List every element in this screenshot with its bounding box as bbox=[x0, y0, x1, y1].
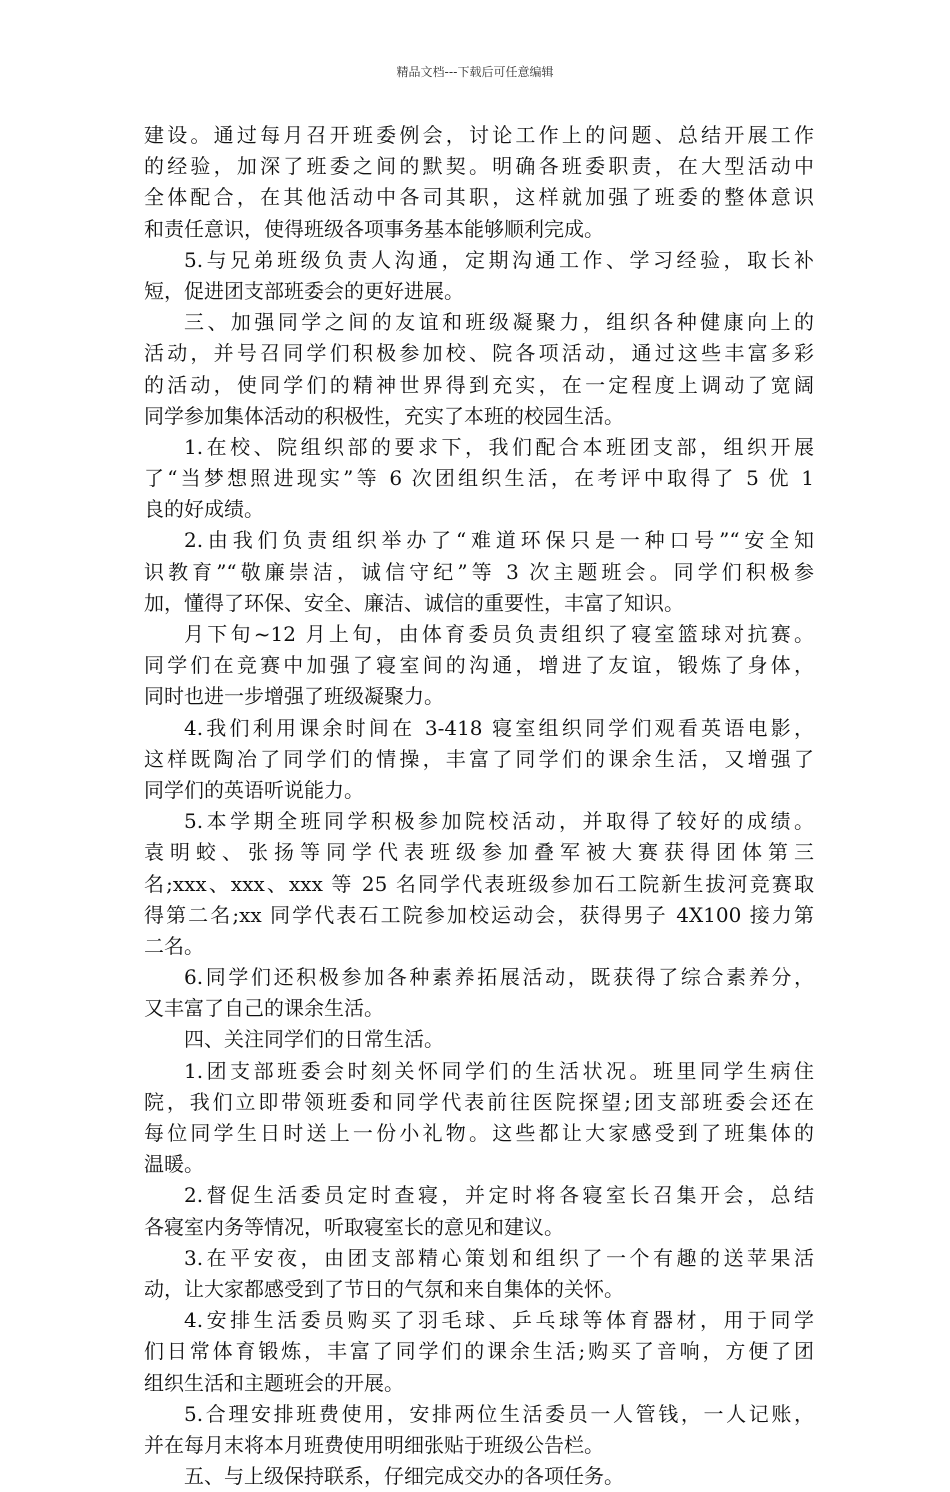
text-line: 三、加强同学之间的友谊和班级凝聚力，组织各种健康向上的 bbox=[184, 310, 814, 335]
document-body bbox=[144, 120, 814, 1492]
text-line: 得第二名;xx 同学代表石工院参加校运动会，获得男子 4X100 接力第 bbox=[144, 902, 814, 927]
text-line: 5.与兄弟班级负责人沟通，定期沟通工作、学习经验，取长补 bbox=[184, 247, 814, 272]
text-line: 2.督促生活委员定时查寝，并定时将各寝室长召集开会，总结 bbox=[184, 1183, 814, 1208]
text-line: 院，我们立即带领班委和同学代表前往医院探望;团支部班委会还在 bbox=[144, 1089, 814, 1114]
text-line: 6.同学们还积极参加各种素养拓展活动，既获得了综合素养分， bbox=[184, 965, 814, 990]
text-line: 建设。通过每月召开班委例会，讨论工作上的问题、总结开展工作 bbox=[144, 123, 814, 147]
text-line: 短，促进团支部班委会的更好进展。 bbox=[144, 278, 464, 303]
page-header: 精品文档---下载后可任意编辑 bbox=[396, 65, 554, 79]
text-line: 识教育”“敬廉崇洁，诚信守纪”等 3 次主题班会。同学们积极参 bbox=[144, 559, 814, 584]
text-line: 月下旬~12 月上旬，由体育委员负责组织了寝室篮球对抗赛。 bbox=[184, 622, 814, 646]
text-line: 同学们的英语听说能力。 bbox=[144, 777, 364, 802]
text-line: 的经验，加深了班委之间的默契。明确各班委职责，在大型活动中 bbox=[144, 154, 814, 179]
text-line: 袁明蛟、张扬等同学代表班级参加叠军被大赛获得团体第三 bbox=[144, 840, 814, 865]
text-line: 加，懂得了环保、安全、廉洁、诚信的重要性，丰富了知识。 bbox=[144, 590, 684, 615]
text-line: 温暖。 bbox=[144, 1152, 204, 1177]
text-line: 5.合理安排班费使用，安排两位生活委员一人管钱，一人记账， bbox=[184, 1401, 814, 1426]
text-line: 们日常体育锻炼，丰富了同学们的课余生活;购买了音响，方便了团 bbox=[144, 1339, 814, 1364]
text-line: 良的好成绩。 bbox=[144, 497, 264, 522]
text-line: 1.在校、院组织部的要求下，我们配合本班团支部，组织开展 bbox=[184, 434, 814, 459]
text-line: 每位同学生日时送上一份小礼物。这些都让大家感受到了班集体的 bbox=[144, 1121, 814, 1145]
text-line: 4.安排生活委员购买了羽毛球、乒乓球等体育器材，用于同学 bbox=[184, 1308, 814, 1333]
text-line: 二名。 bbox=[144, 933, 204, 958]
text-line: 同时也进一步增强了班级凝聚力。 bbox=[144, 684, 444, 709]
text-line: 四、关注同学们的日常生活。 bbox=[184, 1027, 444, 1052]
text-line: 和责任意识，使得班级各项事务基本能够顺利完成。 bbox=[144, 216, 604, 241]
text-line: 动，让大家都感受到了节日的气氛和来自集体的关怀。 bbox=[144, 1276, 624, 1301]
text-line: 组织生活和主题班会的开展。 bbox=[144, 1370, 404, 1395]
text-line: 2.由我们负责组织举办了“难道环保只是一种口号”“安全知 bbox=[184, 528, 814, 553]
text-line: 全体配合，在其他活动中各司其职，这样就加强了班委的整体意识 bbox=[144, 185, 814, 210]
text-line: 3.在平安夜，由团支部精心策划和组织了一个有趣的送苹果活 bbox=[184, 1245, 814, 1270]
text-line: 同学们在竞赛中加强了寝室间的沟通，增进了友谊，锻炼了身体， bbox=[144, 653, 814, 678]
text-line: 又丰富了自己的课余生活。 bbox=[144, 996, 384, 1021]
text-line: 1.团支部班委会时刻关怀同学们的生活状况。班里同学生病住 bbox=[184, 1058, 814, 1083]
text-line: 5.本学期全班同学积极参加院校活动，并取得了较好的成绩。 bbox=[184, 809, 814, 834]
text-line: 活动，并号召同学们积极参加校、院各项活动，通过这些丰富多彩 bbox=[144, 341, 814, 366]
text-line: 的活动，使同学们的精神世界得到充实，在一定程度上调动了宽阔 bbox=[144, 372, 814, 397]
text-line: 了“当梦想照进现实”等 6 次团组织生活，在考评中取得了 5 优 1 bbox=[144, 466, 814, 491]
text-line: 这样既陶冶了同学们的情操，丰富了同学们的课余生活，又增强了 bbox=[144, 746, 814, 771]
text-line: 4.我们利用课余时间在 3-418 寝室组织同学们观看英语电影， bbox=[184, 715, 814, 740]
text-line: 同学参加集体活动的积极性，充实了本班的校园生活。 bbox=[144, 403, 624, 428]
text-line: 五、与上级保持联系，仔细完成交办的各项任务。 bbox=[184, 1464, 624, 1489]
text-line: 并在每月末将本月班费使用明细张贴于班级公告栏。 bbox=[144, 1432, 604, 1457]
text-line: 各寝室内务等情况，听取寝室长的意见和建议。 bbox=[144, 1214, 564, 1239]
text-line: 名;xxx、xxx、xxx 等 25 名同学代表班级参加石工院新生拔河竞赛取 bbox=[144, 871, 814, 896]
